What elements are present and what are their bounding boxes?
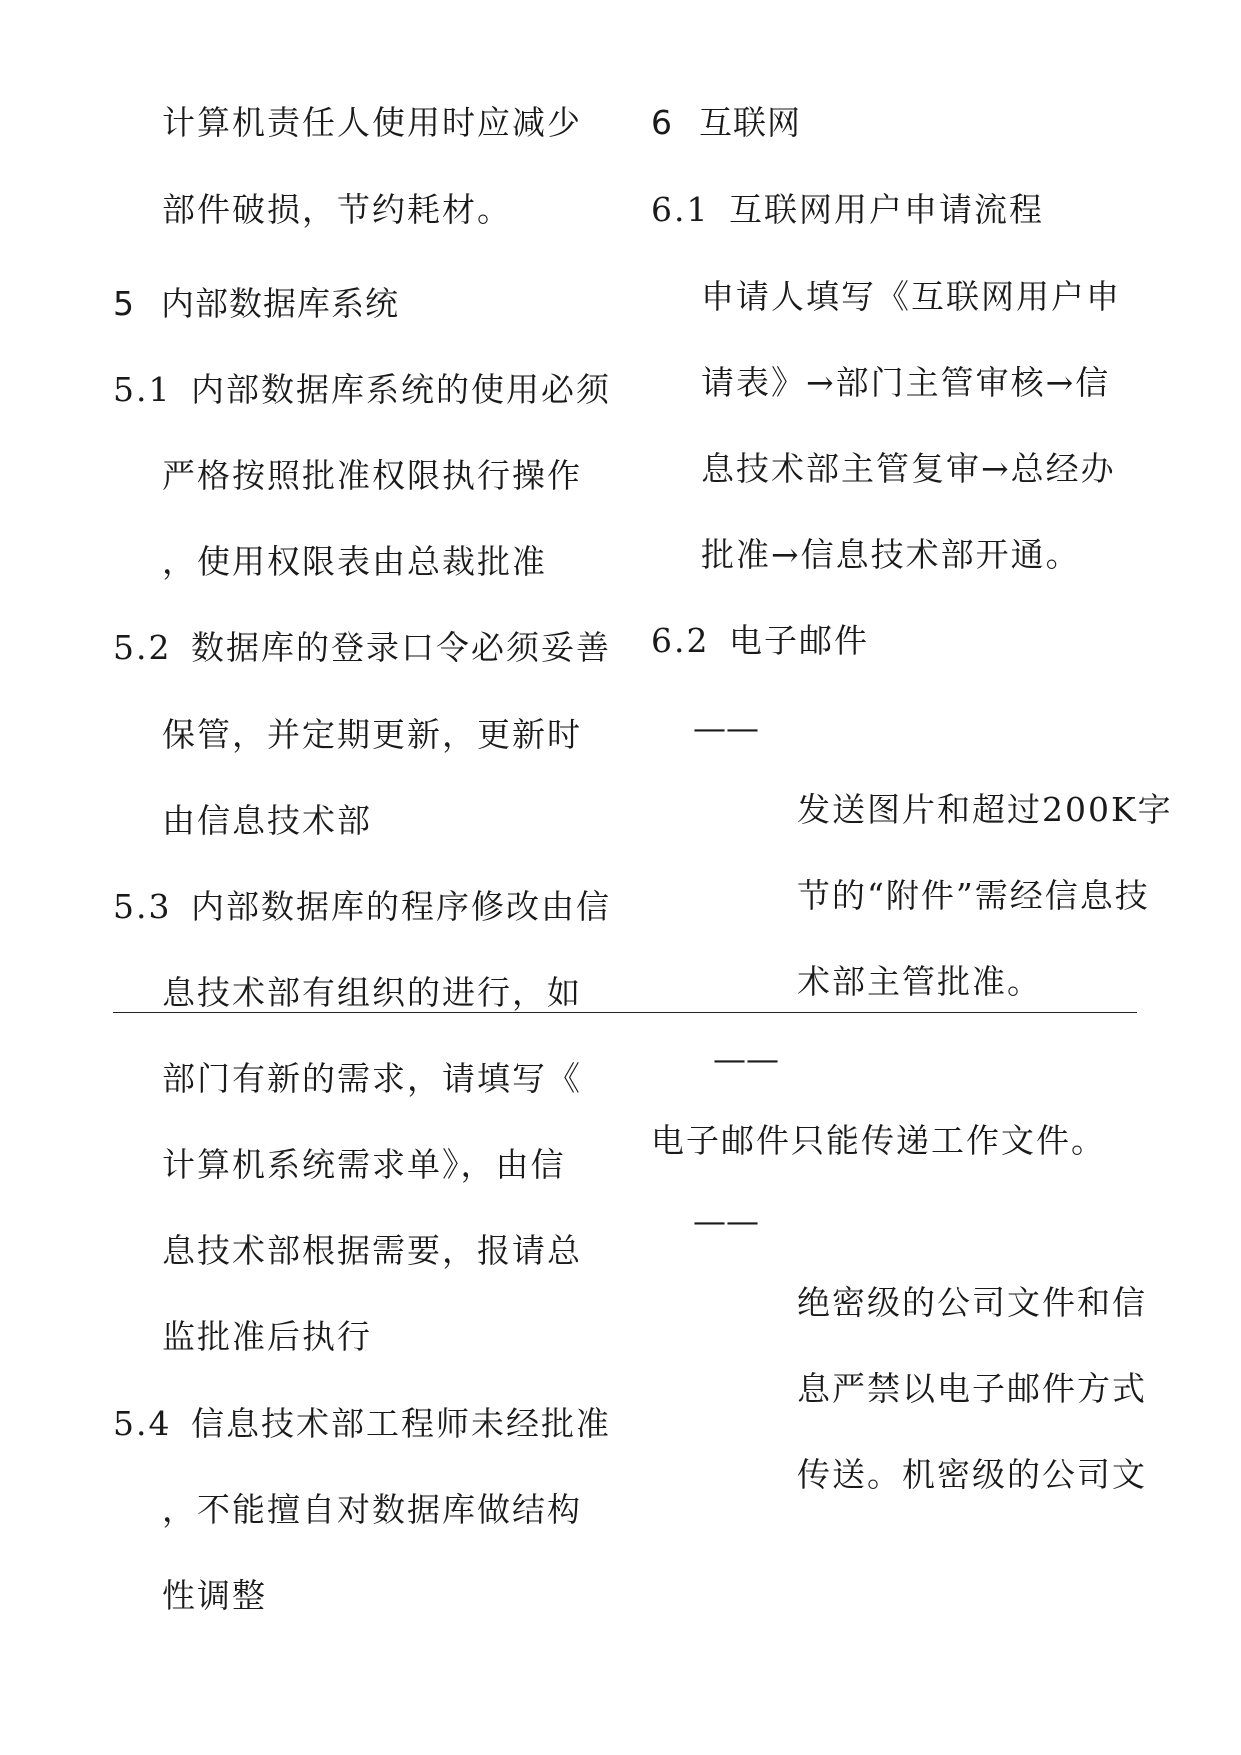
clause-number: 5.4 [113,1404,172,1443]
text-line: 申请人填写《互联网用户申 [701,277,1121,316]
text-line: 请表》→部门主管审核→信 [701,363,1111,402]
text-line: 息技术部有组织的进行，如 [162,973,582,1012]
clause-5-2 [113,628,611,668]
clause-6-2 [651,621,869,661]
text-line: 发送图片和超过200K字 [797,790,1173,829]
clause-text: 数据库的登录口令必须妥善 [191,628,611,667]
text-line: 性调整 [162,1576,267,1615]
text-line: 部门有新的需求，请填写《 [162,1059,582,1098]
text-line: 息技术部根据需要，报请总 [162,1231,582,1270]
section-number: 5 [113,284,135,323]
dash-marker: —— [693,1201,759,1240]
text-line: 由信息技术部 [162,801,372,840]
section-number: 6 [651,103,673,142]
clause-text: 信息技术部工程师未经批准 [191,1404,611,1443]
text-line: 监批准后执行 [162,1317,372,1356]
clause-text: 互联网用户申请流程 [729,190,1044,229]
clause-text: 电子邮件 [729,621,869,660]
text-line: 术部主管批准。 [797,962,1042,1001]
section-title: 互联网 [699,103,801,142]
clause-number: 6.2 [651,621,710,660]
clause-number: 6.1 [651,190,710,229]
clause-5-3 [113,887,611,927]
text-line: 计算机责任人使用时应减少 [162,103,582,142]
text-line: 部件破损，节约耗材。 [162,190,512,229]
clause-text: 内部数据库系统的使用必须 [191,370,611,409]
text-line: 绝密级的公司文件和信 [797,1283,1147,1322]
text-line: 严格按照批准权限执行操作 [162,456,582,495]
text-line: ，使用权限表由总裁批准 [162,542,547,581]
text-line: 传送。机密级的公司文 [797,1455,1147,1494]
divider-line [113,1012,1137,1013]
text-line: 息严禁以电子邮件方式 [797,1369,1147,1408]
text-line: 息技术部主管复审→总经办 [701,449,1116,488]
text-line: 节的“附件”需经信息技 [797,876,1150,915]
dash-marker: —— [713,1039,779,1078]
text-line: ，不能擅自对数据库做结构 [162,1490,582,1529]
text-line: 保管，并定期更新，更新时 [162,715,582,754]
clause-text: 内部数据库的程序修改由信 [191,887,611,926]
section-heading-5 [113,284,399,324]
text-line: 计算机系统需求单》，由信 [162,1145,566,1184]
clause-5-1 [113,370,611,410]
clause-number: 5.2 [113,628,172,667]
clause-number: 5.1 [113,370,172,409]
text-line: 批准→信息技术部开通。 [701,535,1081,574]
clause-number: 5.3 [113,887,172,926]
section-heading-6 [651,103,801,143]
dash-marker: —— [693,708,759,747]
section-title: 内部数据库系统 [161,284,399,323]
text-line: 电子邮件只能传递工作文件。 [651,1121,1106,1160]
clause-5-4 [113,1404,611,1444]
clause-6-1 [651,190,1044,230]
